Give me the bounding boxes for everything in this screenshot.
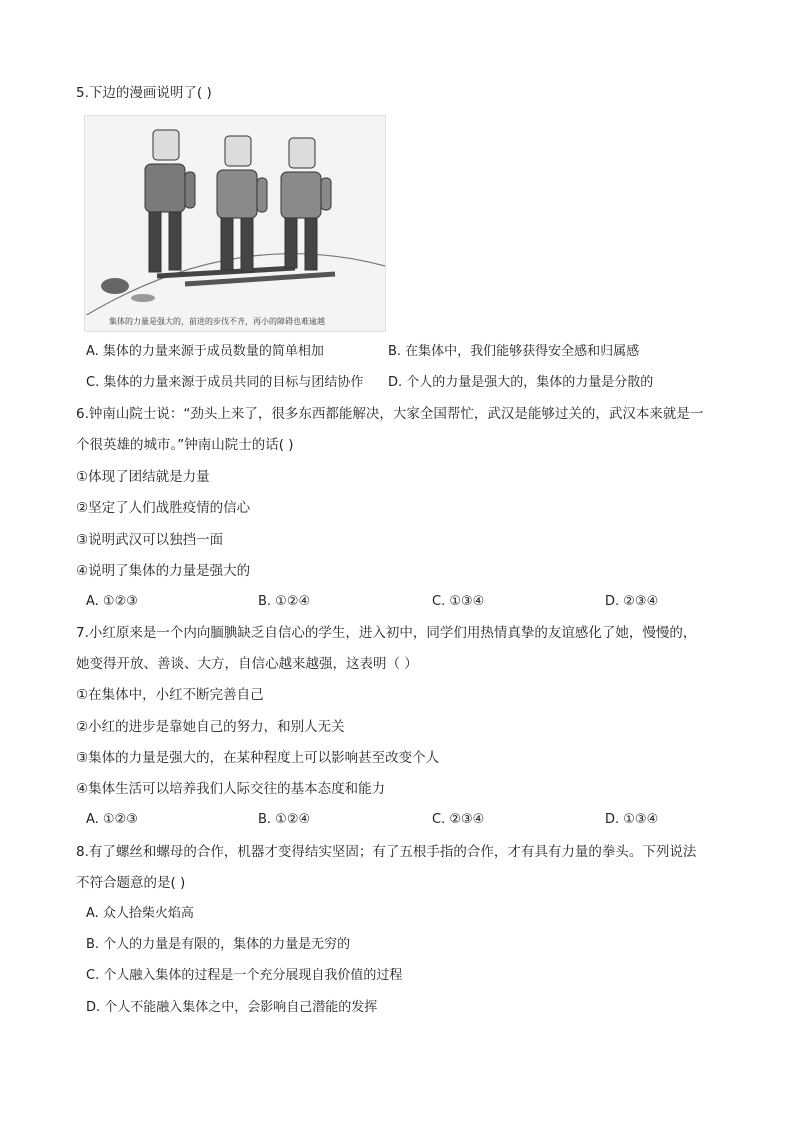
q6-item-4: ④说明了集体的力量是强大的 xyxy=(76,563,251,579)
q8-option-c: C. 个人融入集体的过程是一个充分展现自我价值的过程 xyxy=(86,968,403,983)
q6-option-c: C. ①③④ xyxy=(432,594,485,609)
q5-stem: 5.下边的漫画说明了( ) xyxy=(76,85,212,101)
q6-option-a: A. ①②③ xyxy=(86,594,138,609)
q6-item-3: ③说明武汉可以独挡一面 xyxy=(76,532,224,548)
q6-stem-line2: 个很英雄的城市。”钟南山院士的话( ) xyxy=(76,437,294,453)
q8-option-b: B. 个人的力量是有限的，集体的力量是无穷的 xyxy=(86,937,351,952)
q5-option-d: D. 个人的力量是强大的，集体的力量是分散的 xyxy=(388,375,654,390)
q6-stem-line1: 6.钟南山院士说：“劲头上来了，很多东西都能解决，大家全国帮忙，武汉是能够过关的，武汉本来就是一 xyxy=(76,406,704,422)
q8-stem-line2: 不符合题意的是( ) xyxy=(76,875,186,891)
q7-item-4: ④集体生活可以培养我们人际交往的基本态度和能力 xyxy=(76,781,386,797)
q5-option-a: A. 集体的力量来源于成员数量的简单相加 xyxy=(86,344,324,359)
q8-option-d: D. 个人不能融入集体之中，会影响自己潜能的发挥 xyxy=(86,1000,378,1015)
q7-item-3: ③集体的力量是强大的，在某种程度上可以影响甚至改变个人 xyxy=(76,750,440,766)
q7-item-2: ②小红的进步是靠她自己的努力，和别人无关 xyxy=(76,719,345,735)
q7-option-b: B. ①②④ xyxy=(258,812,311,827)
q7-stem-line1: 7.小红原来是一个内向腼腆缺乏自信心的学生，进入初中，同学们用热情真挚的友谊感化了她，慢慢的， xyxy=(76,625,697,641)
q7-option-c: C. ②③④ xyxy=(432,812,485,827)
q5-option-c: C. 集体的力量来源于成员共同的目标与团结协作 xyxy=(86,375,364,390)
q7-option-d: D. ①③④ xyxy=(605,812,659,827)
q8-stem-line1: 8.有了螺丝和螺母的合作，机器才变得结实坚固；有了五根手指的合作，才有具有力量的拳头。下列说法 xyxy=(76,844,697,860)
cartoon-caption: 集体的力量是强大的，前进的步伐不齐，再小的障碍也难逾越 xyxy=(85,315,385,329)
q6-item-2: ②坚定了人们战胜疫情的信心 xyxy=(76,500,251,516)
q6-item-1: ①体现了团结就是力量 xyxy=(76,469,210,485)
q7-option-a: A. ①②③ xyxy=(86,812,138,827)
q5-option-b: B. 在集体中，我们能够获得安全感和归属感 xyxy=(388,344,640,359)
q7-stem-line2: 她变得开放、善谈、大方，自信心越来越强，这表明（ ） xyxy=(76,656,418,672)
q8-option-a: A. 众人拾柴火焰高 xyxy=(86,906,194,921)
cartoon-drawing xyxy=(85,116,385,331)
cartoon-illustration xyxy=(84,115,386,332)
q7-item-1: ①在集体中，小红不断完善自己 xyxy=(76,687,264,703)
q6-option-d: D. ②③④ xyxy=(605,594,659,609)
q6-option-b: B. ①②④ xyxy=(258,594,311,609)
